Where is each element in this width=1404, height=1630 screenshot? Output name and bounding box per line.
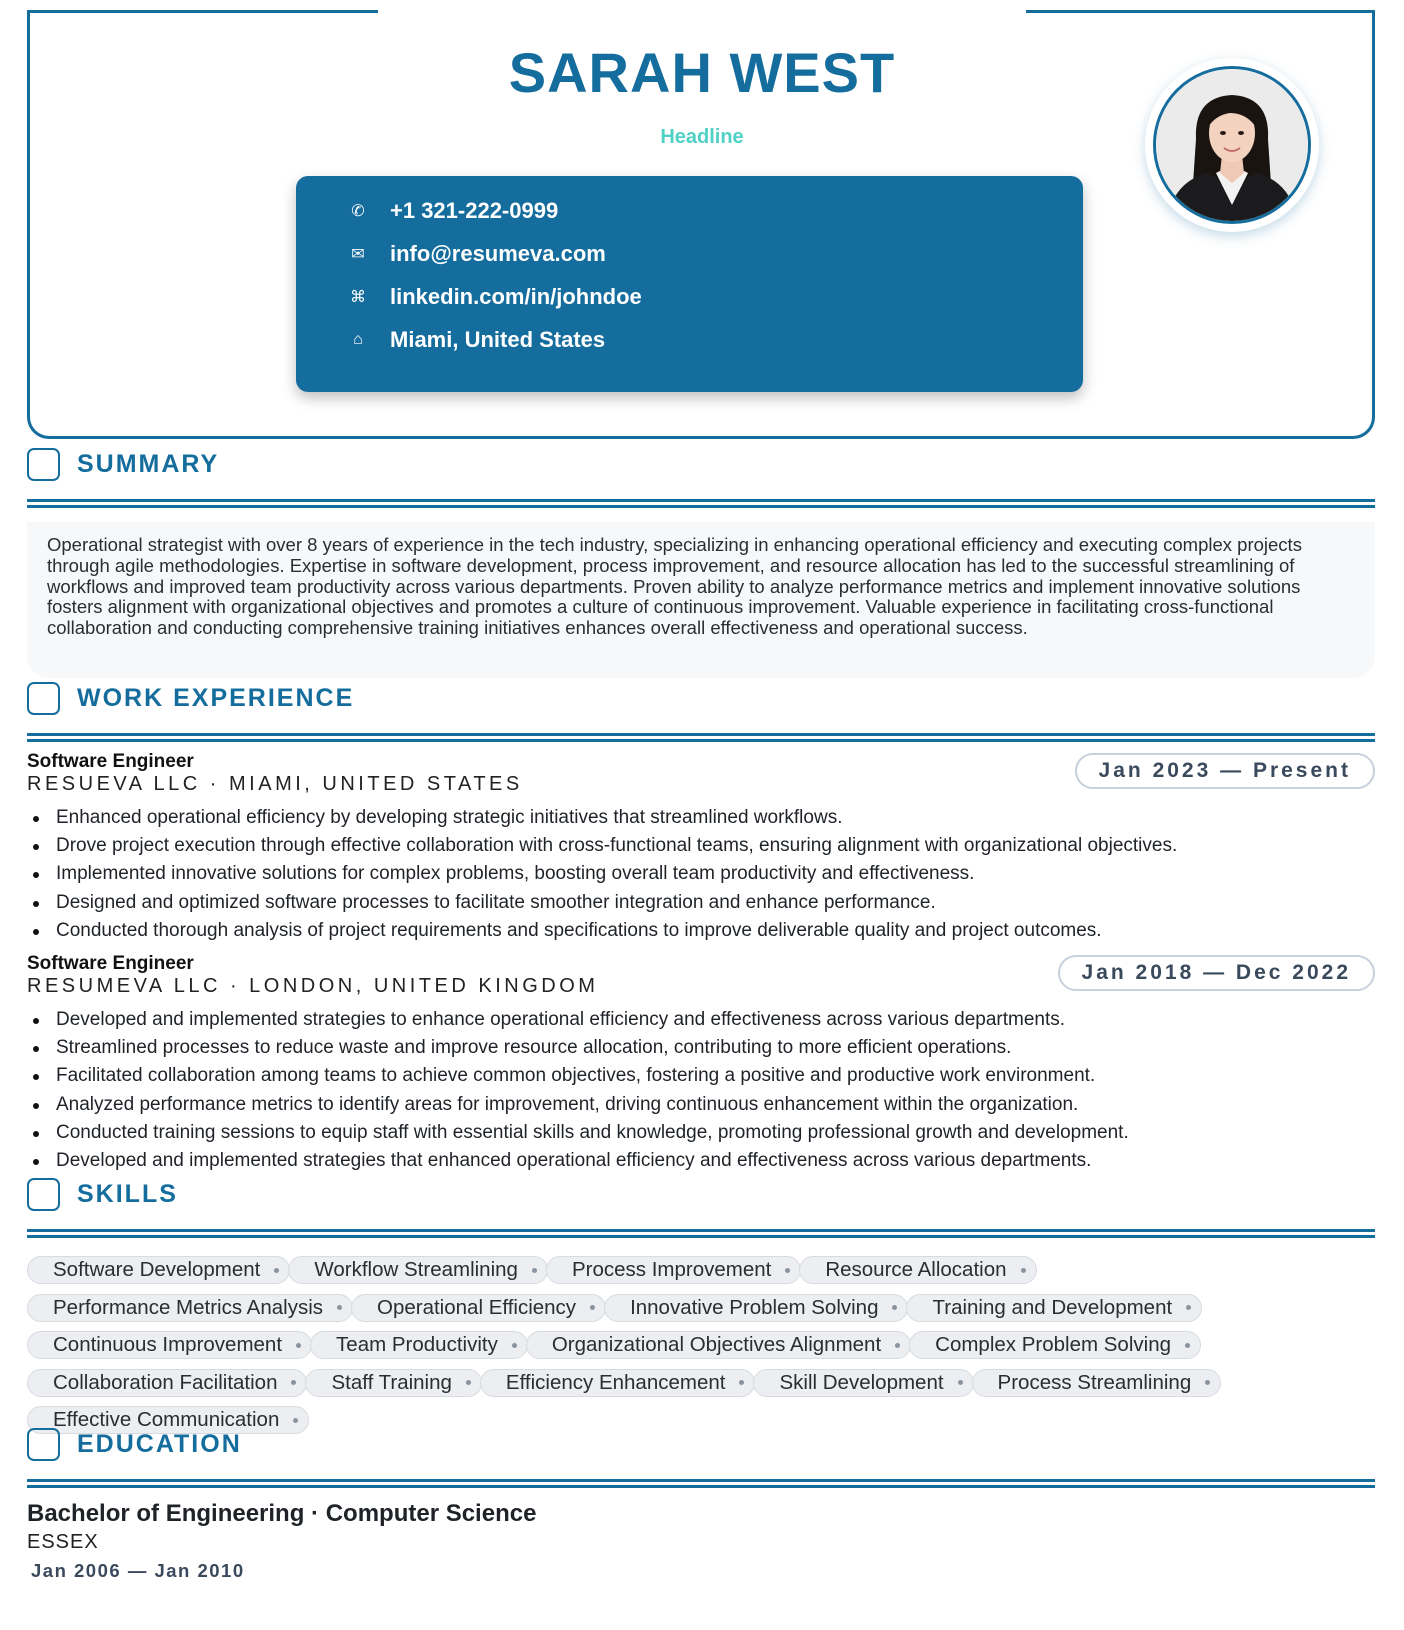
experience-title: WORK EXPERIENCE [77,684,355,712]
education-checkbox-icon [27,1428,60,1461]
skill-label: Organizational Objectives Alignment [551,1333,882,1356]
skills-row [27,1331,1387,1364]
skill-label: Operational Efficiency [377,1295,577,1319]
skill-tag [27,1369,307,1397]
skill-tag [909,1331,1201,1359]
skill-tag [972,1369,1222,1397]
contact-location [348,327,605,353]
summary-divider-secondary [27,505,1375,508]
education-title: EDUCATION [77,1430,242,1458]
skill-tag [480,1369,756,1397]
skill-dot-icon [1186,1305,1191,1310]
experience-divider-secondary [27,739,1375,742]
contact-linkedin-text[interactable]: linkedin.com/in/johndoe [390,284,642,309]
job-bullet: Conducted training sessions to equip staff with essential skills and knowledge, promoting professional growth and development. [27,1119,1375,1147]
skills-section-header [27,1178,1375,1248]
skill-dot-icon [590,1305,595,1310]
skills-list [27,1256,1387,1444]
skill-tag [27,1294,353,1322]
skill-dot-icon [466,1380,471,1385]
skill-tag [526,1331,911,1359]
job-company: RESUEVA LLC · MIAMI, UNITED STATES [27,773,523,795]
skill-dot-icon [293,1418,298,1423]
skills-row [27,1256,1387,1289]
job-bullet: Drove project execution through effective collaboration with cross-functional teams, ensuring alignment with organizational objectives. [27,832,1375,860]
skill-tag [546,1256,801,1284]
education-divider-secondary [27,1485,1375,1488]
link-icon: ⌘ [350,289,366,306]
experience-checkbox-icon [27,682,60,715]
job-company: RESUMEVA LLC · LONDON, UNITED KINGDOM [27,975,599,997]
job-bullet: Facilitated collaboration among teams to achieve common objectives, fostering a positive and productive work environment. [27,1062,1375,1090]
contact-linkedin [348,284,642,310]
job-bullets [27,804,1375,945]
experience-divider [27,733,1375,736]
skill-label: Team Productivity [336,1333,498,1356]
skill-dot-icon [512,1343,517,1348]
education-degree: Bachelor of Engineering · Computer Science [27,1500,537,1527]
skill-label: Staff Training [331,1370,452,1394]
skills-divider [27,1229,1375,1232]
skill-label: Continuous Improvement [53,1333,283,1356]
job-bullet: Implemented innovative solutions for complex problems, boosting overall team productivity and effectiveness. [27,860,1375,888]
skill-label: Process Improvement [571,1258,772,1281]
skill-label: Process Streamlining [997,1370,1192,1394]
skill-dot-icon [337,1305,342,1310]
skill-label: Effective Communication [53,1408,280,1431]
summary-section-header [27,448,1375,518]
skill-label: Complex Problem Solving [935,1333,1171,1356]
phone-icon: ✆ [351,203,365,220]
education-dates: Jan 2006 — Jan 2010 [31,1560,245,1581]
job-bullets [27,1006,1375,1175]
skill-dot-icon [532,1268,537,1273]
skill-tag [906,1294,1202,1322]
skill-tag [27,1331,312,1359]
summary-title: SUMMARY [77,450,220,478]
skill-dot-icon [892,1305,897,1310]
skill-tag [604,1294,908,1322]
skills-checkbox-icon [27,1178,60,1211]
skill-dot-icon [1205,1380,1210,1385]
skill-label: Performance Metrics Analysis [53,1295,324,1319]
skills-divider-secondary [27,1235,1375,1238]
job-bullet: Enhanced operational efficiency by developing strategic initiatives that streamlined workflows. [27,804,1375,832]
contact-location-text: Miami, United States [390,327,606,352]
job-title: Software Engineer [27,751,194,772]
education-divider [27,1479,1375,1482]
skill-dot-icon [296,1343,301,1348]
header-top-line-left [27,10,378,13]
contact-card [296,176,1083,392]
skill-label: Workflow Streamlining [314,1258,518,1281]
skill-dot-icon [1021,1268,1026,1273]
skill-tag [288,1256,548,1284]
job-title: Software Engineer [27,953,194,974]
skill-dot-icon [958,1380,963,1385]
skill-label: Resource Allocation [825,1258,1007,1281]
skill-label: Skill Development [779,1370,944,1394]
contact-email [348,241,606,267]
job-bullet: Developed and implemented strategies that enhanced operational efficiency and effectiveness across various departments. [27,1147,1375,1175]
contact-email-text[interactable]: info@resumeva.com [390,241,606,266]
skill-dot-icon [291,1380,296,1385]
job-entry [27,953,1375,1175]
summary-panel [27,522,1375,678]
candidate-name: SARAH WEST [508,41,896,104]
contact-phone-text[interactable]: +1 321-222-0999 [390,198,559,223]
home-icon: ⌂ [353,331,363,348]
job-bullet: Streamlined processes to reduce waste and improve resource allocation, contributing to more efficient operations. [27,1034,1375,1062]
job-bullet: Developed and implemented strategies to enhance operational efficiency and effectiveness across various departments. [27,1006,1375,1034]
job-bullet: Conducted thorough analysis of project requirements and specifications to improve deliverable quality and project outcomes. [27,917,1375,945]
skill-tag [305,1369,481,1397]
skills-row [27,1369,1387,1402]
job-entry [27,751,1375,945]
email-icon: ✉ [351,246,365,263]
skill-dot-icon [895,1343,900,1348]
skill-label: Software Development [53,1258,261,1281]
skill-tag [310,1331,528,1359]
job-bullet: Designed and optimized software processes to facilitate smoother integration and enhance performance. [27,889,1375,917]
skills-title: SKILLS [77,1180,178,1208]
education-section-header [27,1428,1375,1498]
contact-phone [348,198,558,224]
skill-dot-icon [785,1268,790,1273]
skill-dot-icon [739,1380,744,1385]
summary-checkbox-icon [27,448,60,481]
job-dates-badge: Jan 2023 — Present [1075,753,1375,789]
skill-tag [351,1294,606,1322]
header-top-line-right [1026,10,1375,13]
skill-tag [27,1256,290,1284]
skill-label: Efficiency Enhancement [505,1370,726,1394]
skills-row [27,1294,1387,1327]
skill-tag [753,1369,973,1397]
summary-text: Operational strategist with over 8 years of experience in the tech industry, specializing in enhancing operational efficiency and executing complex projects through agile methodologies. Expertise in software development, process improvement, and resource allocation has led to the successful streamlining of workflows and improved team productivity across various departments. Proven ability to analyze performance metrics and implement innovative solutions fosters alignment with organizational objectives and promotes a culture of continuous improvement. Valuable experience in facilitating cross-functional collaboration and conducting comprehensive training initiatives enhances overall effectiveness and operational success. [47,534,1302,639]
skill-tag [799,1256,1036,1284]
skill-dot-icon [274,1268,279,1273]
job-bullet: Analyzed performance metrics to identify areas for improvement, driving continuous enhancement within the organization. [27,1091,1375,1119]
skill-label: Collaboration Facilitation [53,1370,278,1394]
education-school: ESSEX [27,1531,99,1553]
profile-photo [1153,66,1311,224]
skill-label: Training and Development [932,1295,1173,1319]
job-dates-badge: Jan 2018 — Dec 2022 [1058,955,1375,991]
profile-photo-frame [1145,58,1319,232]
skill-dot-icon [1185,1343,1190,1348]
candidate-headline: Headline [660,126,744,148]
summary-divider [27,499,1375,502]
skill-label: Innovative Problem Solving [630,1295,879,1319]
profile-photo-illustration [1156,69,1308,221]
experience-section-header [27,682,1375,752]
